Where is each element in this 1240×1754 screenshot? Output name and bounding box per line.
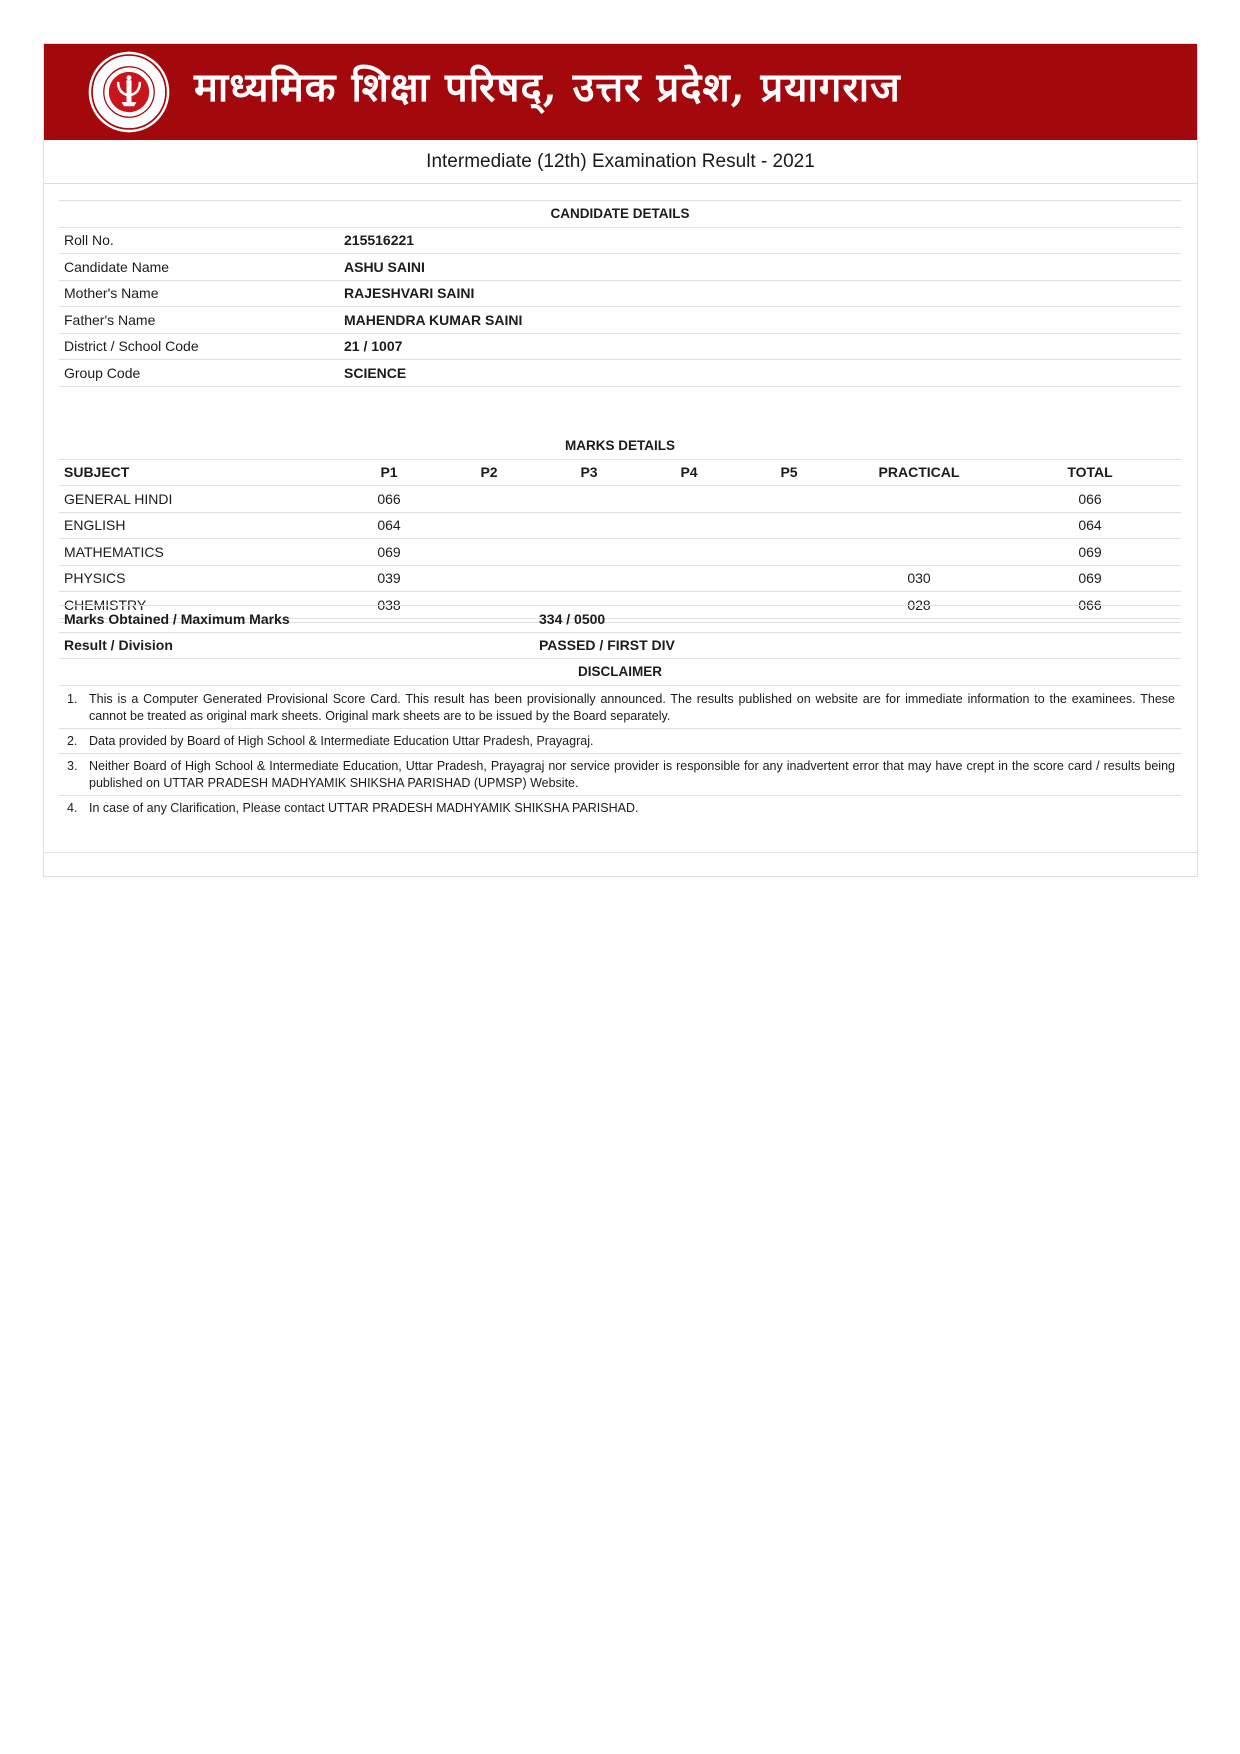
result-sheet — [43, 43, 1198, 877]
candidate-row — [59, 280, 1181, 307]
father-name-label: Father's Name — [59, 307, 339, 334]
disclaimer-title: DISCLAIMER — [59, 659, 1181, 686]
p1-cell: 038 — [339, 592, 439, 619]
column-header-subject: SUBJECT — [59, 459, 339, 486]
marks-obtained-value: 334 / 0500 — [534, 606, 1181, 633]
table-row — [59, 539, 1181, 566]
subject-cell: MATHEMATICS — [59, 539, 339, 566]
mother-name-value: RAJESHVARI SAINI — [339, 280, 1181, 307]
p1-cell: 064 — [339, 512, 439, 539]
p2-cell — [439, 486, 539, 513]
marks-obtained-label: Marks Obtained / Maximum Marks — [59, 606, 534, 633]
column-header-total: TOTAL — [999, 459, 1181, 486]
p1-cell: 039 — [339, 565, 439, 592]
p5-cell — [739, 512, 839, 539]
p3-cell — [539, 539, 639, 566]
roll-no-value: 215516221 — [339, 227, 1181, 254]
result-division-value: PASSED / FIRST DIV — [534, 632, 1181, 659]
candidate-section-title: CANDIDATE DETAILS — [59, 201, 1181, 228]
district-school-code-value: 21 / 1007 — [339, 333, 1181, 360]
p1-cell: 069 — [339, 539, 439, 566]
list-item — [59, 754, 1181, 796]
total-cell: 066 — [999, 592, 1181, 619]
marks-column-headers — [59, 459, 1181, 486]
practical-cell — [839, 486, 999, 513]
disclaimer-header — [59, 659, 1181, 686]
candidate-row — [59, 360, 1181, 387]
result-summary-table — [59, 605, 1181, 686]
candidate-section-header — [59, 201, 1181, 228]
p2-cell — [439, 539, 539, 566]
table-row — [59, 565, 1181, 592]
p2-cell — [439, 512, 539, 539]
father-name-value: MAHENDRA KUMAR SAINI — [339, 307, 1181, 334]
header-banner — [44, 44, 1197, 140]
disclaimer-text: Data provided by Board of High School & Intermediate Education Uttar Pradesh, Prayagraj. — [89, 734, 594, 748]
p4-cell — [639, 486, 739, 513]
result-summary-row — [59, 632, 1181, 659]
column-header-p1: P1 — [339, 459, 439, 486]
p3-cell — [539, 486, 639, 513]
p4-cell — [639, 539, 739, 566]
total-cell: 069 — [999, 565, 1181, 592]
group-code-value: SCIENCE — [339, 360, 1181, 387]
candidate-name-value: ASHU SAINI — [339, 254, 1181, 281]
result-division-label: Result / Division — [59, 632, 534, 659]
subject-cell: GENERAL HINDI — [59, 486, 339, 513]
disclaimer-text: Neither Board of High School & Intermediate Education, Uttar Pradesh, Prayagraj nor service provider is responsible for any inadvertent error that may have crept in the score card / results being published on UTTAR PRADESH MADHYAMIK SHIKSHA PARISHAD (UPMSP) Website. — [89, 759, 1175, 790]
p5-cell — [739, 486, 839, 513]
column-header-p2: P2 — [439, 459, 539, 486]
practical-cell: 030 — [839, 565, 999, 592]
column-header-p5: P5 — [739, 459, 839, 486]
page-title: Intermediate (12th) Examination Result - 2021 — [44, 140, 1197, 184]
practical-cell — [839, 539, 999, 566]
district-school-code-label: District / School Code — [59, 333, 339, 360]
marks-section-header — [59, 433, 1181, 459]
p5-cell — [739, 565, 839, 592]
p5-cell — [739, 539, 839, 566]
table-row — [59, 512, 1181, 539]
roll-no-label: Roll No. — [59, 227, 339, 254]
disclaimer-text: This is a Computer Generated Provisional Score Card. This result has been provisionally announced. The results published on website are for immediate information to the examinees. These cannot be treated as original mark sheets. Original mark sheets are to be issued by the Board separately. — [89, 692, 1175, 723]
candidate-name-label: Candidate Name — [59, 254, 339, 281]
total-cell: 066 — [999, 486, 1181, 513]
mother-name-label: Mother's Name — [59, 280, 339, 307]
column-header-p4: P4 — [639, 459, 739, 486]
board-title: माध्यमिक शिक्षा परिषद्, उत्तर प्रदेश, प्रयागराज — [194, 64, 901, 111]
total-cell: 064 — [999, 512, 1181, 539]
p3-cell — [539, 512, 639, 539]
marks-summary-row — [59, 606, 1181, 633]
marks-details-table — [59, 433, 1181, 623]
total-cell: 069 — [999, 539, 1181, 566]
candidate-row — [59, 333, 1181, 360]
list-item-number: 3. — [67, 759, 78, 773]
column-header-p3: P3 — [539, 459, 639, 486]
list-item — [59, 729, 1181, 754]
p4-cell — [639, 512, 739, 539]
list-item-number: 4. — [67, 801, 78, 815]
subject-cell: CHEMISTRY — [59, 592, 339, 619]
column-header-practical: PRACTICAL — [839, 459, 999, 486]
subject-cell: ENGLISH — [59, 512, 339, 539]
p4-cell — [639, 565, 739, 592]
group-code-label: Group Code — [59, 360, 339, 387]
p3-cell — [539, 565, 639, 592]
practical-cell — [839, 512, 999, 539]
list-item-number: 1. — [67, 692, 78, 706]
list-item-number: 2. — [67, 734, 78, 748]
candidate-row — [59, 254, 1181, 281]
p1-cell: 066 — [339, 486, 439, 513]
candidate-row — [59, 307, 1181, 334]
list-item — [59, 796, 1181, 820]
disclaimer-text: In case of any Clarification, Please contact UTTAR PRADESH MADHYAMIK SHIKSHA PARISHAD. — [89, 801, 639, 815]
candidate-details-table — [59, 200, 1181, 387]
marks-section-title: MARKS DETAILS — [59, 433, 1181, 459]
practical-cell: 028 — [839, 592, 999, 619]
board-emblem-icon — [87, 50, 171, 134]
subject-cell: PHYSICS — [59, 565, 339, 592]
candidate-row — [59, 227, 1181, 254]
p2-cell — [439, 565, 539, 592]
list-item — [59, 687, 1181, 729]
table-row — [59, 486, 1181, 513]
footer-divider — [44, 852, 1197, 853]
disclaimer-list — [59, 687, 1181, 820]
